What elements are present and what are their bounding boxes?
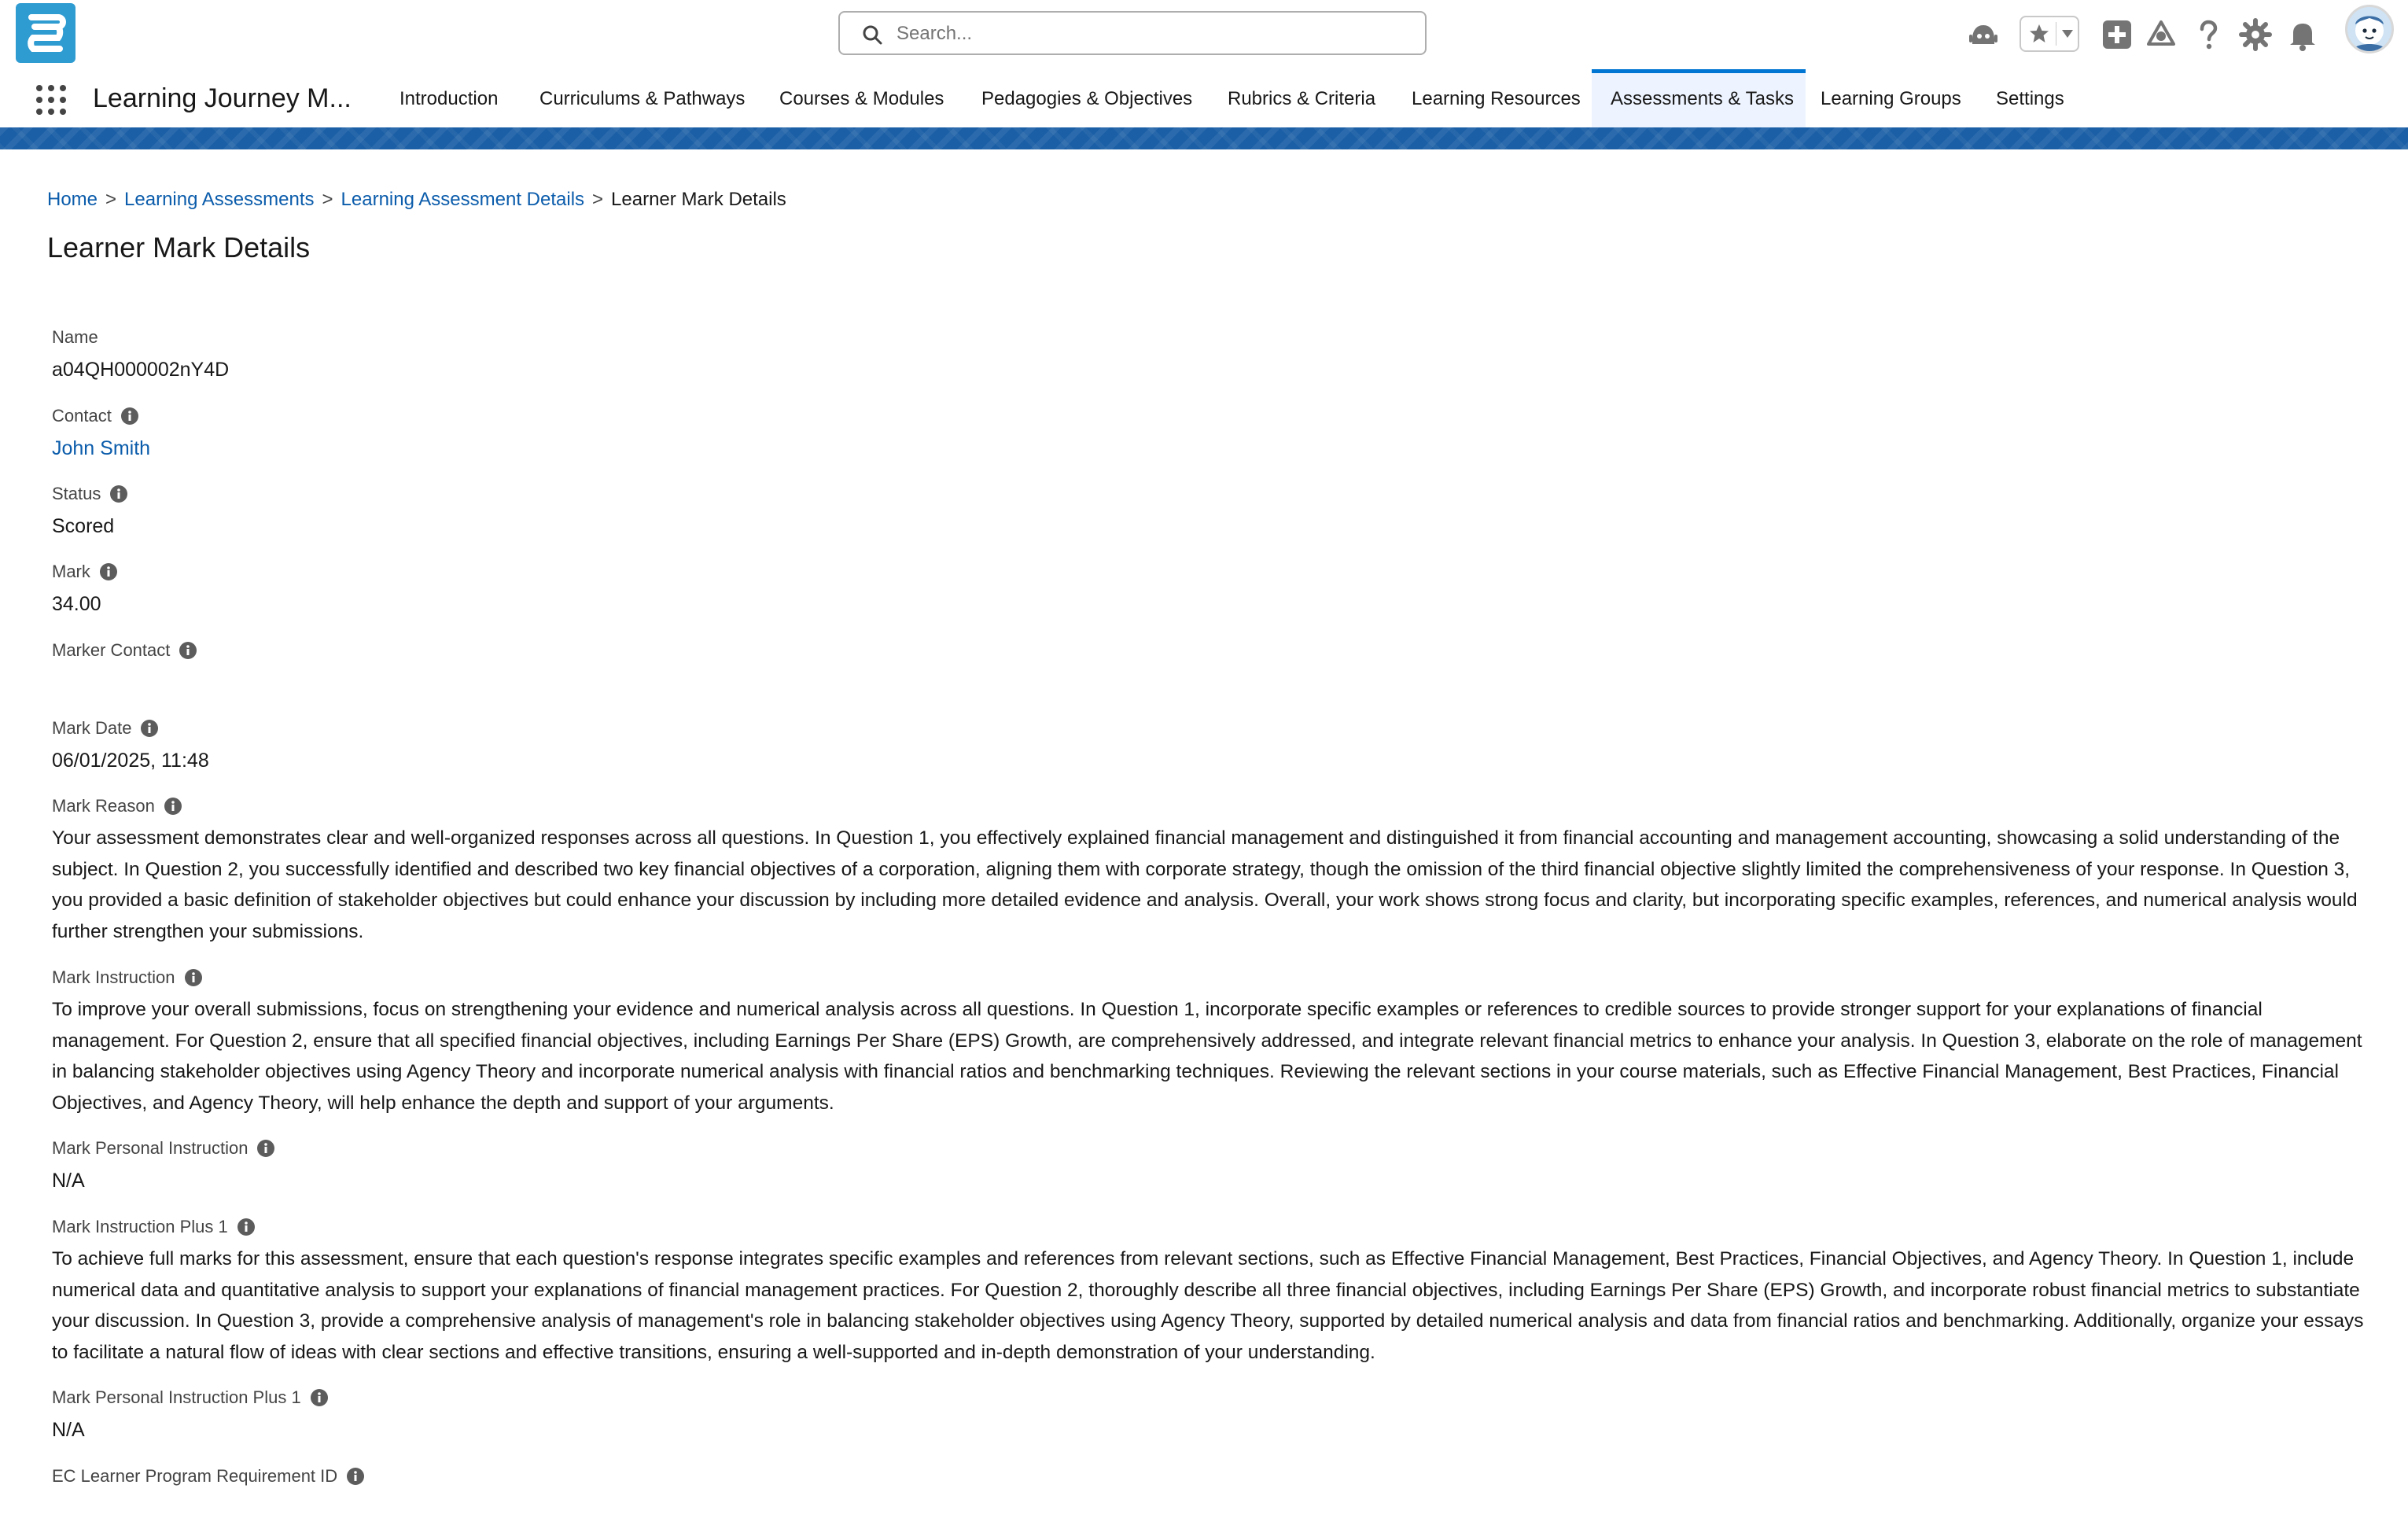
field-label-text: Mark Instruction Plus 1 [52, 1217, 228, 1236]
field-mark-date [52, 717, 2364, 776]
field-label [52, 326, 2364, 349]
breadcrumb-learning-assessment-details[interactable]: Learning Assessment Details [341, 189, 585, 210]
setup-gear-icon[interactable] [2238, 17, 2273, 52]
breadcrumb-home[interactable]: Home [47, 189, 98, 210]
contact-link[interactable]: John Smith [52, 437, 151, 459]
field-value: Scored [52, 515, 115, 537]
field-mark-reason [52, 794, 2364, 947]
field-label [52, 966, 2364, 989]
breadcrumb-separator: > [105, 189, 117, 210]
search-icon [862, 24, 882, 45]
breadcrumb [47, 189, 786, 211]
tab-learning-groups[interactable]: Learning Groups [1821, 88, 1961, 109]
info-icon[interactable] [100, 563, 117, 580]
global-add-icon[interactable] [2100, 17, 2134, 52]
field-label-text: Contact [52, 406, 112, 426]
field-label-text: Mark Reason [52, 796, 155, 816]
field-name [52, 326, 2364, 385]
field-label-text: Mark Personal Instruction [52, 1138, 249, 1158]
tab-settings[interactable]: Settings [1996, 88, 2064, 109]
field-value: To achieve full marks for this assessment, ensure that each question's response integrates specific examples and references from relevant sections, such as Effective Financial Management, Best Practices, Financial Objectives, and Agency Theory. In Question 1, include numerical data and quantitative analysis to support your explanations of financial management practices. For Question 2, thoroughly describe all three financial objectives, including Earnings Per Share (EPS) Growth, and incorporate robust financial metrics to substantiate your discussion. In Question 3, provide a comprehensive analysis of management's role in balancing stakeholder objectives using Agency Theory, supported by detailed numerical analysis and data from financial ratios and benchmarking. Additionally, organize your essays to facilitate a natural flow of ideas with clear sections and effective transitions, ensuring a well-supported and in-depth demonstration of your understanding. [52, 1248, 2364, 1363]
field-label [52, 482, 2364, 506]
field-mark [52, 560, 2364, 620]
field-label [52, 1465, 2364, 1488]
app-logo[interactable] [16, 3, 75, 63]
field-label-text: Mark [52, 562, 90, 581]
info-icon[interactable] [257, 1140, 274, 1157]
tab-curriculums-pathways[interactable]: Curriculums & Pathways [539, 88, 746, 109]
branding-banner [0, 127, 2408, 149]
field-value: a04QH000002nY4D [52, 359, 230, 381]
field-label-text: Marker Contact [52, 640, 171, 660]
favorites-star-icon[interactable] [2027, 22, 2051, 46]
field-status [52, 482, 2364, 542]
info-icon[interactable] [121, 407, 138, 425]
field-label-text: Status [52, 484, 101, 503]
logo-icon [16, 3, 75, 63]
field-label-text: Mark Date [52, 718, 132, 738]
field-label [52, 717, 2364, 740]
field-label-text: Mark Instruction [52, 967, 175, 987]
tab-assessments-tasks[interactable]: Assessments & Tasks [1592, 69, 1806, 129]
avatar-icon [2347, 7, 2391, 51]
field-label [52, 1386, 2364, 1409]
field-label [52, 560, 2364, 584]
help-icon[interactable] [2191, 17, 2226, 52]
page-title: Learner Mark Details [47, 231, 311, 263]
agent-icon[interactable] [1966, 17, 2001, 52]
field-value: Your assessment demonstrates clear and well-organized responses across all questions. In Question 1, you effectively explained financial management and distinguished it from financial accounting and management accounting, showcasing a solid understanding of the subject. In Question 2, you successfully identified and described two key financial objectives of a corporation, aligning them with corporate strategy, though the omission of the third financial objective slightly limited the comprehensiveness of your response. In Question 3, you provided a basic definition of stakeholder objectives but could enhance your discussion by including more detailed evidence and analysis. Overall, your work shows strong focus and clarity, but incorporating specific examples, references, and numerical analysis would further strengthen your submissions. [52, 827, 2358, 942]
info-icon[interactable] [185, 969, 202, 986]
info-icon[interactable] [179, 642, 197, 659]
breadcrumb-current: Learner Mark Details [611, 189, 786, 210]
field-mark-personal-instruction-plus-1 [52, 1386, 2364, 1446]
favorites-group [2020, 16, 2079, 52]
notifications-bell-icon[interactable] [2285, 17, 2320, 52]
field-value: To improve your overall submissions, focus on strengthening your evidence and numerical analysis across all questions. In Question 1, incorporate specific examples or references to credible sources to provide stronger support for your explanations of financial management. For Question 2, ensure that all specified financial objectives, including Earnings Per Share (EPS) Growth, are comprehensively addressed, and integrate relevant financial metrics to enhance your analysis. In Question 3, elaborate on the role of management in balancing stakeholder objectives using Agency Theory and incorporate numerical analysis with financial ratios and benchmarking techniques. Reviewing the relevant sections in your course materials, such as Effective Financial Management, Best Practices, Financial Objectives, and Agency Theory, will help enhance the depth and support of your arguments. [52, 999, 2362, 1114]
field-value: N/A [52, 1170, 85, 1192]
breadcrumb-learning-assessments[interactable]: Learning Assessments [124, 189, 315, 210]
field-label [52, 639, 2364, 662]
app-launcher-waffle-icon[interactable] [35, 83, 68, 116]
search-input[interactable] [895, 19, 1417, 49]
tab-learning-resources[interactable]: Learning Resources [1412, 88, 1581, 109]
info-icon[interactable] [110, 485, 127, 503]
breadcrumb-separator: > [592, 189, 604, 210]
favorites-dropdown-icon[interactable] [2060, 28, 2075, 39]
field-label-text: Mark Personal Instruction Plus 1 [52, 1387, 301, 1407]
info-icon[interactable] [347, 1468, 364, 1485]
info-icon[interactable] [164, 798, 182, 815]
field-value: 06/01/2025, 11:48 [52, 750, 209, 772]
tab-pedagogies-objectives[interactable]: Pedagogies & Objectives [981, 88, 1193, 109]
tab-introduction[interactable]: Introduction [399, 88, 499, 109]
tab-courses-modules[interactable]: Courses & Modules [779, 88, 944, 109]
field-label [52, 1215, 2364, 1239]
field-label [52, 794, 2364, 818]
info-icon[interactable] [311, 1389, 328, 1406]
field-marker-contact [52, 639, 2364, 667]
field-value: 34.00 [52, 593, 101, 615]
info-icon[interactable] [237, 1218, 255, 1236]
field-value: N/A [52, 1419, 85, 1441]
app-name: Learning Journey M... [93, 83, 352, 113]
field-contact [52, 404, 2364, 464]
app-navigation-bar [0, 69, 2408, 129]
breadcrumb-separator: > [322, 189, 333, 210]
global-search[interactable] [838, 11, 1427, 55]
field-label [52, 1137, 2364, 1160]
field-label [52, 404, 2364, 428]
user-avatar[interactable] [2345, 5, 2394, 53]
field-ec-learner-program-requirement-id [52, 1465, 2364, 1493]
field-label-text: EC Learner Program Requirement ID [52, 1466, 338, 1486]
trailhead-icon[interactable] [2144, 17, 2178, 52]
field-mark-personal-instruction [52, 1137, 2364, 1196]
field-mark-instruction-plus-1 [52, 1215, 2364, 1368]
global-header [0, 0, 2408, 69]
field-label-text: Name [52, 327, 98, 347]
info-icon[interactable] [141, 720, 158, 737]
field-mark-instruction [52, 966, 2364, 1118]
tab-rubrics-criteria[interactable]: Rubrics & Criteria [1228, 88, 1376, 109]
record-detail-card [11, 149, 2397, 1518]
